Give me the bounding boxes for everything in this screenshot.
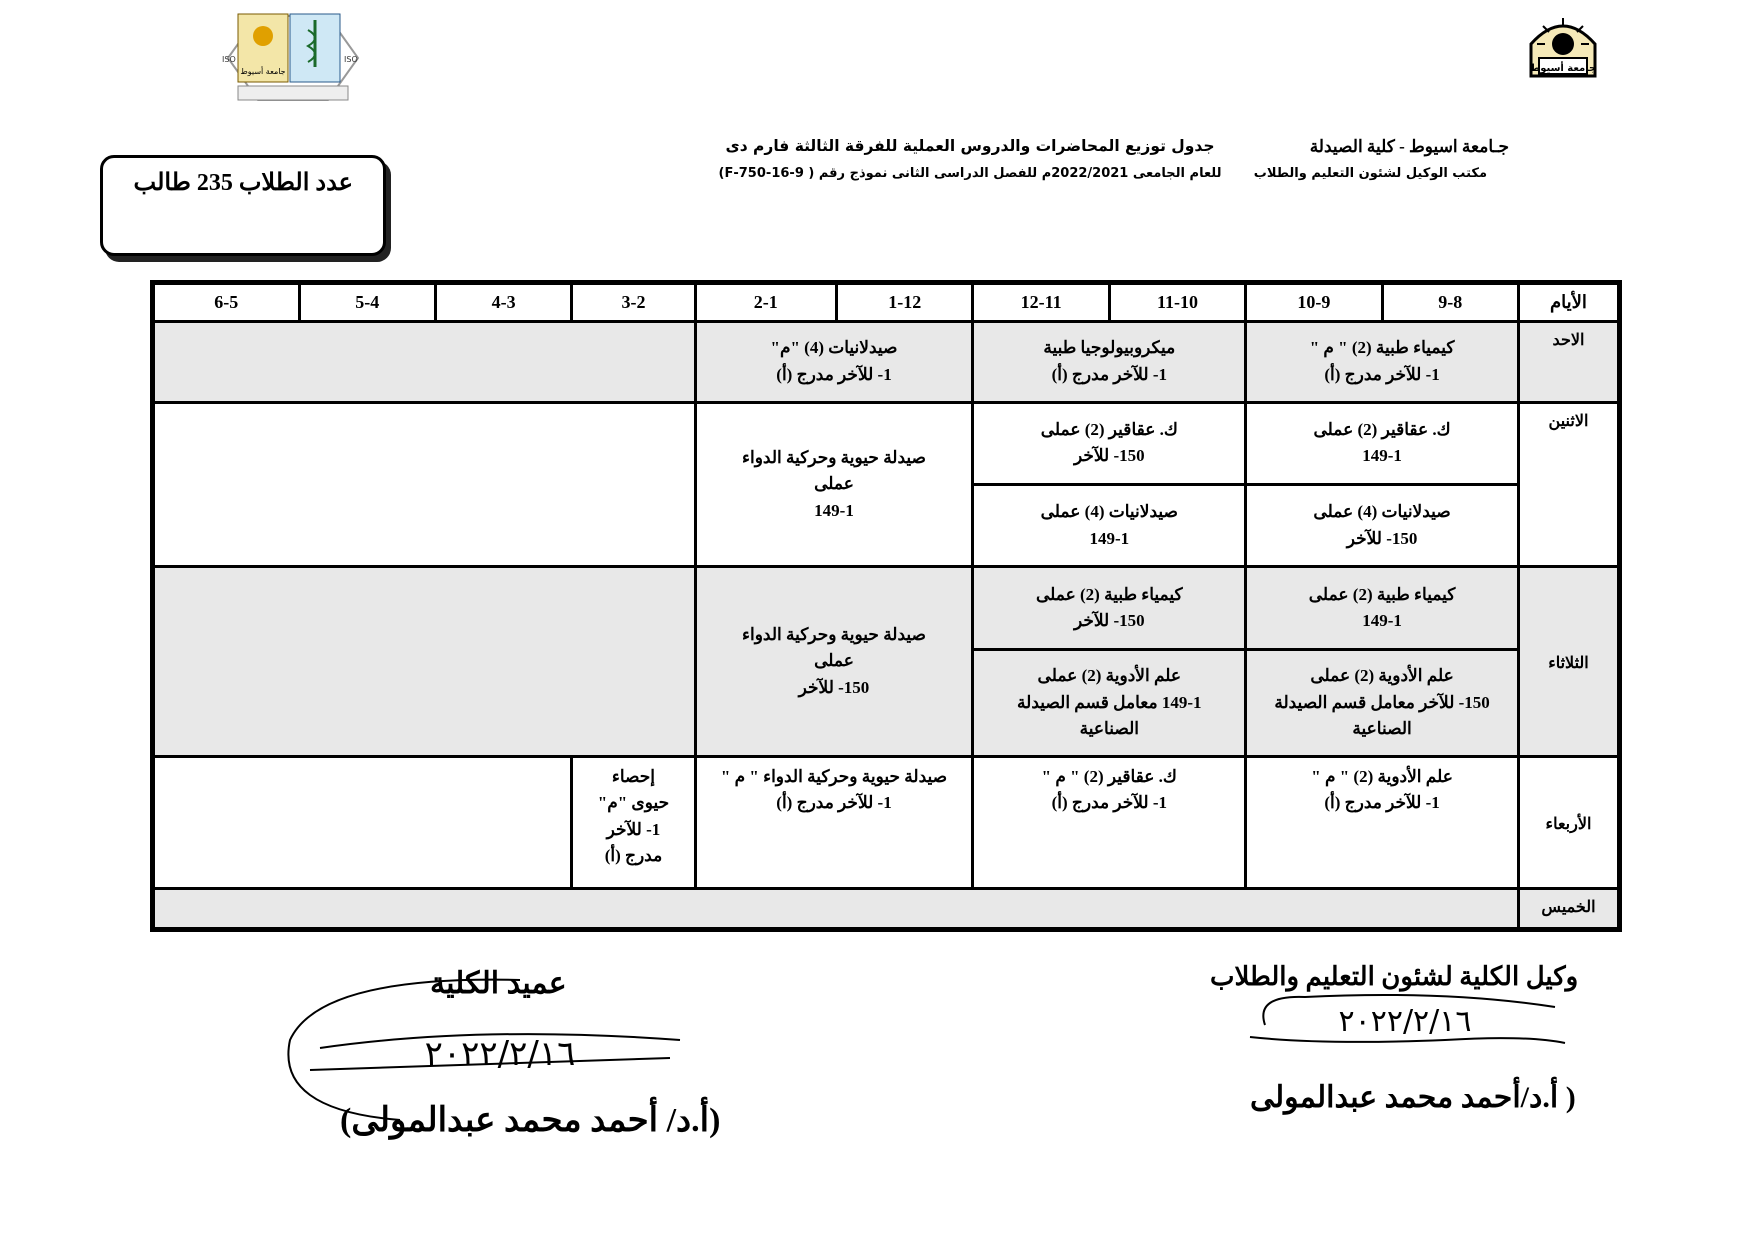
session-cell: علم الأدوية (2) عملى 149-1 معامل قسم الصيدلة الصناعية — [973, 649, 1246, 756]
header-days: الأيام — [1518, 283, 1619, 322]
day-wednesday: الأربعاء — [1518, 756, 1619, 888]
row-sunday — [153, 322, 1620, 402]
session-cell: صيدلة حيوية وحركية الدواء عملى 149-1 — [695, 402, 973, 567]
student-count: عدد الطلاب 235 طالب — [133, 170, 353, 196]
header-slot: 9-8 — [1382, 283, 1518, 322]
session-cell: كيمياء طبية (2) عملى 149-1 — [1246, 567, 1519, 649]
svg-text:٢٠٢٢/٢/١٦: ٢٠٢٢/٢/١٦ — [424, 1034, 576, 1074]
empty-cell — [153, 322, 696, 402]
student-count-box — [100, 155, 386, 256]
row-thursday — [153, 888, 1620, 929]
session-cell: ك. عقاقير (2) " م " 1- للآخر مدرج (أ) — [973, 756, 1246, 888]
session-cell: صيدلانيات (4) "م" 1- للآخر مدرج (أ) — [695, 322, 973, 402]
session-cell: ميكروبيولوجيا طبية 1- للآخر مدرج (أ) — [973, 322, 1246, 402]
vice-dean-name: ( أ.د/أحمد محمد عبدالمولى — [1250, 1081, 1576, 1114]
dean-name: (أ.د/ أحمد محمد عبدالمولى) — [340, 1102, 721, 1139]
row-monday-a — [153, 402, 1620, 484]
session-cell: إحصاء حيوى "م" 1- للآخر مدرج (أ) — [572, 756, 695, 888]
header-slot: 2-1 — [695, 283, 836, 322]
session-cell: كيمياء طبية (2) عملى 150- للآخر — [973, 567, 1246, 649]
page-subtitle: للعام الجامعى 2022/2021م للفصل الدراسى الثانى نموذج رقم ( 9-16-750-F) — [718, 166, 1222, 181]
header-slot: 1-12 — [837, 283, 973, 322]
vice-dean-signature — [1245, 985, 1575, 1065]
page-title: جدول توزيع المحاضرات والدروس العملية للفرقة الثالثة فارم دى — [725, 137, 1215, 155]
svg-text:جامعة أسيوط: جامعة أسيوط — [1529, 63, 1597, 74]
office-name: مكتب الوكيل لشئون التعليم والطلاب — [1253, 166, 1487, 181]
header-slot: 12-11 — [973, 283, 1109, 322]
session-cell: كيمياء طبية (2) " م " 1- للآخر مدرج (أ) — [1246, 322, 1519, 402]
header-slot: 10-9 — [1246, 283, 1382, 322]
day-monday: الاثنين — [1518, 402, 1619, 567]
faculty-iso-logo — [218, 12, 368, 104]
session-cell: صيدلة حيوية وحركية الدواء " م " 1- للآخر مدرج (أ) — [695, 756, 973, 888]
session-cell: صيدلانيات (4) عملى 150- للآخر — [1246, 484, 1519, 566]
row-wednesday — [153, 756, 1620, 888]
header-slot: 4-3 — [435, 283, 571, 322]
header-slot: 11-10 — [1109, 283, 1245, 322]
svg-text:جامعة أسيوط: جامعة أسيوط — [240, 67, 286, 76]
session-cell: علم الأدوية (2) " م " 1- للآخر مدرج (أ) — [1246, 756, 1519, 888]
empty-cell — [153, 567, 696, 757]
svg-text:ISO: ISO — [344, 55, 358, 64]
schedule-table — [150, 280, 1622, 932]
header-slot: 5-4 — [299, 283, 435, 322]
university-logo — [1525, 14, 1601, 84]
svg-text:ISO: ISO — [222, 55, 236, 64]
session-cell: ك. عقاقير (2) عملى 150- للآخر — [973, 402, 1246, 484]
day-sunday: الاحد — [1518, 322, 1619, 402]
day-tuesday: الثلاثاء — [1518, 567, 1619, 757]
header-slot: 6-5 — [153, 283, 300, 322]
empty-cell — [153, 888, 1519, 929]
row-tuesday-a — [153, 567, 1620, 649]
vice-dean-title: وكيل الكلية لشئون التعليم والطلاب — [1210, 962, 1579, 991]
session-cell: صيدلة حيوية وحركية الدواء عملى 150- للآخر — [695, 567, 973, 757]
empty-cell — [153, 402, 696, 567]
header-slot: 3-2 — [572, 283, 695, 322]
header-row — [153, 283, 1620, 322]
session-cell: علم الأدوية (2) عملى 150- للآخر معامل قسم الصيدلة الصناعية — [1246, 649, 1519, 756]
session-cell: ك. عقاقير (2) عملى 149-1 — [1246, 402, 1519, 484]
dean-title: عميد الكلية — [430, 967, 567, 1000]
svg-text:٢٠٢٢/٢/١٦: ٢٠٢٢/٢/١٦ — [1338, 1004, 1472, 1039]
session-cell: صيدلانيات (4) عملى 149-1 — [973, 484, 1246, 566]
empty-cell — [153, 756, 572, 888]
day-thursday: الخميس — [1518, 888, 1619, 929]
university-name: جـامعة اسيوط - كلية الصيدلة — [1309, 137, 1509, 156]
